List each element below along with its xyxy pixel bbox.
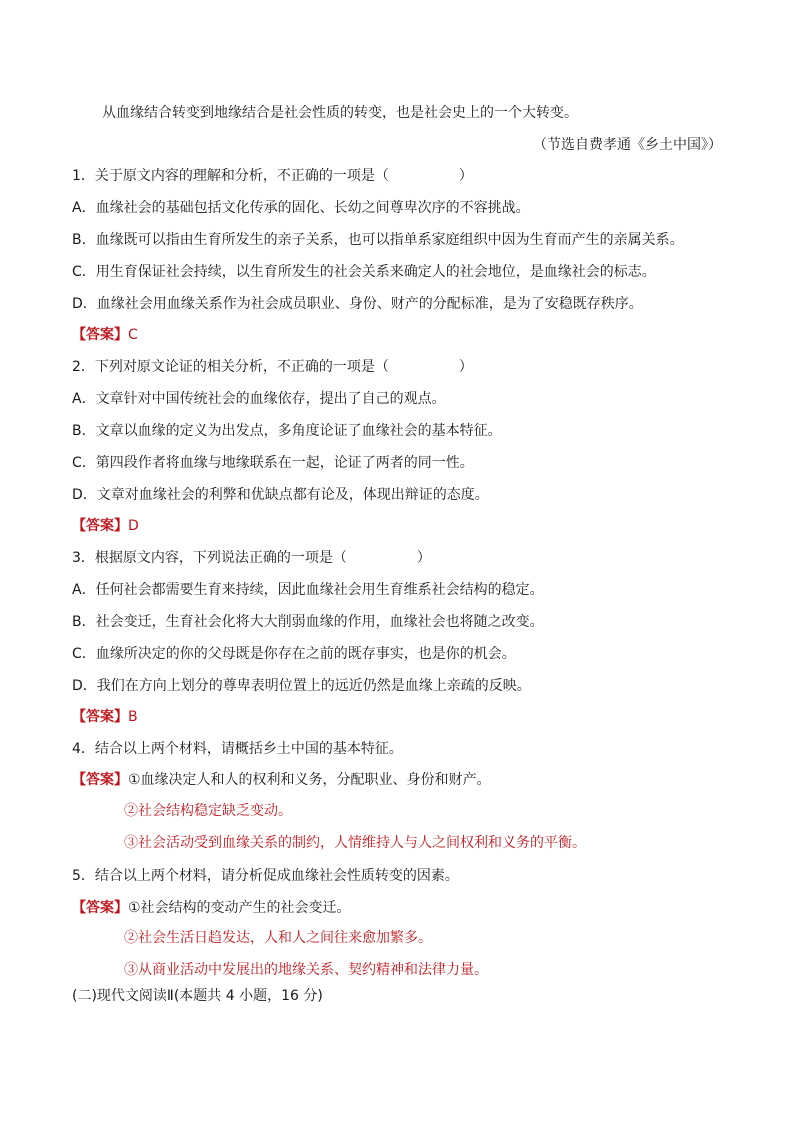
question-1-option-a: A．血缘社会的基础包括文化传承的固化、长幼之间尊卑次序的不容挑战。 <box>72 200 530 216</box>
question-4-stem: 4．结合以上两个材料，请概括乡土中国的基本特征。 <box>72 741 403 757</box>
answer-point-1: ①血缘决定人和人的权利和义务，分配职业、身份和财产。 <box>128 772 491 788</box>
question-5-answer-point-2: ②社会生活日趋发达，人和人之间往来愈加繁多。 <box>124 930 432 946</box>
question-2-option-d: D．文章对血缘社会的利弊和优缺点都有论及，体现出辩证的态度。 <box>72 487 489 503</box>
question-2-stem: 2．下列对原文论证的相关分析，不正确的一项是（ ） <box>72 359 473 375</box>
question-5-answer-point-3: ③从商业活动中发展出的地缘关系、契约精神和法律力量。 <box>124 962 488 978</box>
question-3-option-d: D．我们在方向上划分的尊卑表明位置上的远近仍然是血缘上亲疏的反映。 <box>72 678 531 694</box>
source-citation: （节选自费孝通《乡土中国》） <box>533 137 722 153</box>
passage-end-line: 从血缘结合转变到地缘结合是社会性质的转变，也是社会史上的一个大转变。 <box>102 105 578 121</box>
answer-tag: 【答案】 <box>72 772 128 788</box>
question-1-option-c: C．用生育保证社会持续，以生育所发生的社会关系来确定人的社会地位，是血缘社会的标志。 <box>72 264 656 280</box>
question-4-answer-point-3: ③社会活动受到血缘关系的制约，人情维持人与人之间权利和义务的平衡。 <box>124 835 586 851</box>
question-3-option-a: A．任何社会都需要生育来持续，因此血缘社会用生育维系社会结构的稳定。 <box>72 582 544 598</box>
answer-value: C <box>128 327 138 343</box>
question-3-answer <box>72 707 138 727</box>
answer-tag: 【答案】 <box>72 709 128 725</box>
answer-value: D <box>128 518 139 534</box>
question-3-option-c: C．血缘所决定的你的父母既是你存在之前的既存事实，也是你的机会。 <box>72 646 516 662</box>
question-4-answer-point-2: ②社会结构稳定缺乏变动。 <box>124 803 292 819</box>
question-1-answer <box>72 325 138 345</box>
question-2-option-c: C．第四段作者将血缘与地缘联系在一起，论证了两者的同一性。 <box>72 455 474 471</box>
answer-value: B <box>128 709 138 725</box>
question-2-option-b: B．文章以血缘的定义为出发点，多角度论证了血缘社会的基本特征。 <box>72 423 502 439</box>
question-3-stem: 3．根据原文内容，下列说法正确的一项是（ ） <box>72 550 431 566</box>
question-2-option-a: A．文章针对中国传统社会的血缘依存，提出了自己的观点。 <box>72 391 446 407</box>
question-1-option-d: D．血缘社会用血缘关系作为社会成员职业、身份、财产的分配标准，是为了安稳既存秩序。 <box>72 296 643 312</box>
question-1-option-b: B．血缘既可以指由生育所发生的亲子关系，也可以指单系家庭组织中因为生育而产生的亲属关系。 <box>72 232 684 248</box>
question-3-option-b: B．社会变迁，生育社会化将大大削弱血缘的作用，血缘社会也将随之改变。 <box>72 614 544 630</box>
question-4-answer <box>72 770 491 790</box>
answer-tag: 【答案】 <box>72 518 128 534</box>
question-2-answer <box>72 516 139 536</box>
section-heading: (二)现代文阅读Ⅱ(本题共 4 小题，16 分) <box>72 988 323 1004</box>
answer-tag: 【答案】 <box>72 900 128 916</box>
answer-point-1: ①社会结构的变动产生的社会变迁。 <box>128 900 351 916</box>
question-5-answer <box>72 898 351 918</box>
question-1-stem: 1．关于原文内容的理解和分析，不正确的一项是（ ） <box>72 168 473 184</box>
question-5-stem: 5．结合以上两个材料，请分析促成血缘社会性质转变的因素。 <box>72 868 459 884</box>
answer-tag: 【答案】 <box>72 327 128 343</box>
